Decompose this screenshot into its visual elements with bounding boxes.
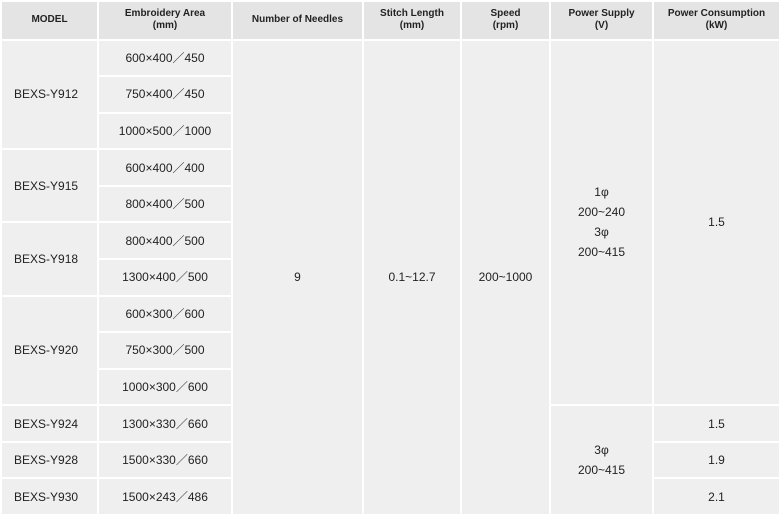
header-embroidery-area: Embroidery Area (mm): [98, 1, 232, 40]
needles-cell: 9: [232, 40, 363, 515]
area-cell: 600×300／600: [98, 296, 232, 333]
area-cell: 1000×300／600: [98, 369, 232, 406]
area-cell: 800×400／500: [98, 222, 232, 259]
area-cell: 750×400／450: [98, 76, 232, 113]
power-consumption-cell: 1.5: [653, 405, 779, 442]
header-speed: Speed (rpm): [461, 1, 550, 40]
area-cell: 1300×400／500: [98, 259, 232, 296]
header-row: [1, 1, 779, 40]
power-supply-cell: 1φ 200~240 3φ 200~415: [550, 40, 653, 406]
area-cell: 750×300／500: [98, 332, 232, 369]
stitch-length-cell: 0.1~12.7: [363, 40, 461, 515]
area-cell: 600×400／400: [98, 149, 232, 186]
area-cell: 1500×243／486: [98, 478, 232, 515]
header-stitch-length: Stitch Length (mm): [363, 1, 461, 40]
power-supply-cell: 3φ 200~415: [550, 405, 653, 515]
area-cell: 600×400／450: [98, 40, 232, 77]
model-cell: BEXS-Y928: [1, 442, 98, 479]
speed-cell: 200~1000: [461, 40, 550, 515]
model-cell: BEXS-Y920: [1, 296, 98, 406]
area-cell: 800×400／500: [98, 186, 232, 223]
header-model: MODEL: [1, 1, 98, 40]
area-cell: 1500×330／660: [98, 442, 232, 479]
power-consumption-cell: 1.9: [653, 442, 779, 479]
model-cell: BEXS-Y915: [1, 149, 98, 222]
area-cell: 1300×330／660: [98, 405, 232, 442]
model-cell: BEXS-Y918: [1, 222, 98, 295]
model-cell: BEXS-Y912: [1, 40, 98, 150]
model-cell: BEXS-Y930: [1, 478, 98, 515]
table-row: [1, 40, 779, 77]
area-cell: 1000×500／1000: [98, 113, 232, 150]
header-power-supply: Power Supply (V): [550, 1, 653, 40]
header-power-consumption: Power Consumption (kW): [653, 1, 779, 40]
header-number-of-needles: Number of Needles: [232, 1, 363, 40]
model-cell: BEXS-Y924: [1, 405, 98, 442]
power-consumption-cell: 2.1: [653, 478, 779, 515]
power-consumption-cell: 1.5: [653, 40, 779, 406]
